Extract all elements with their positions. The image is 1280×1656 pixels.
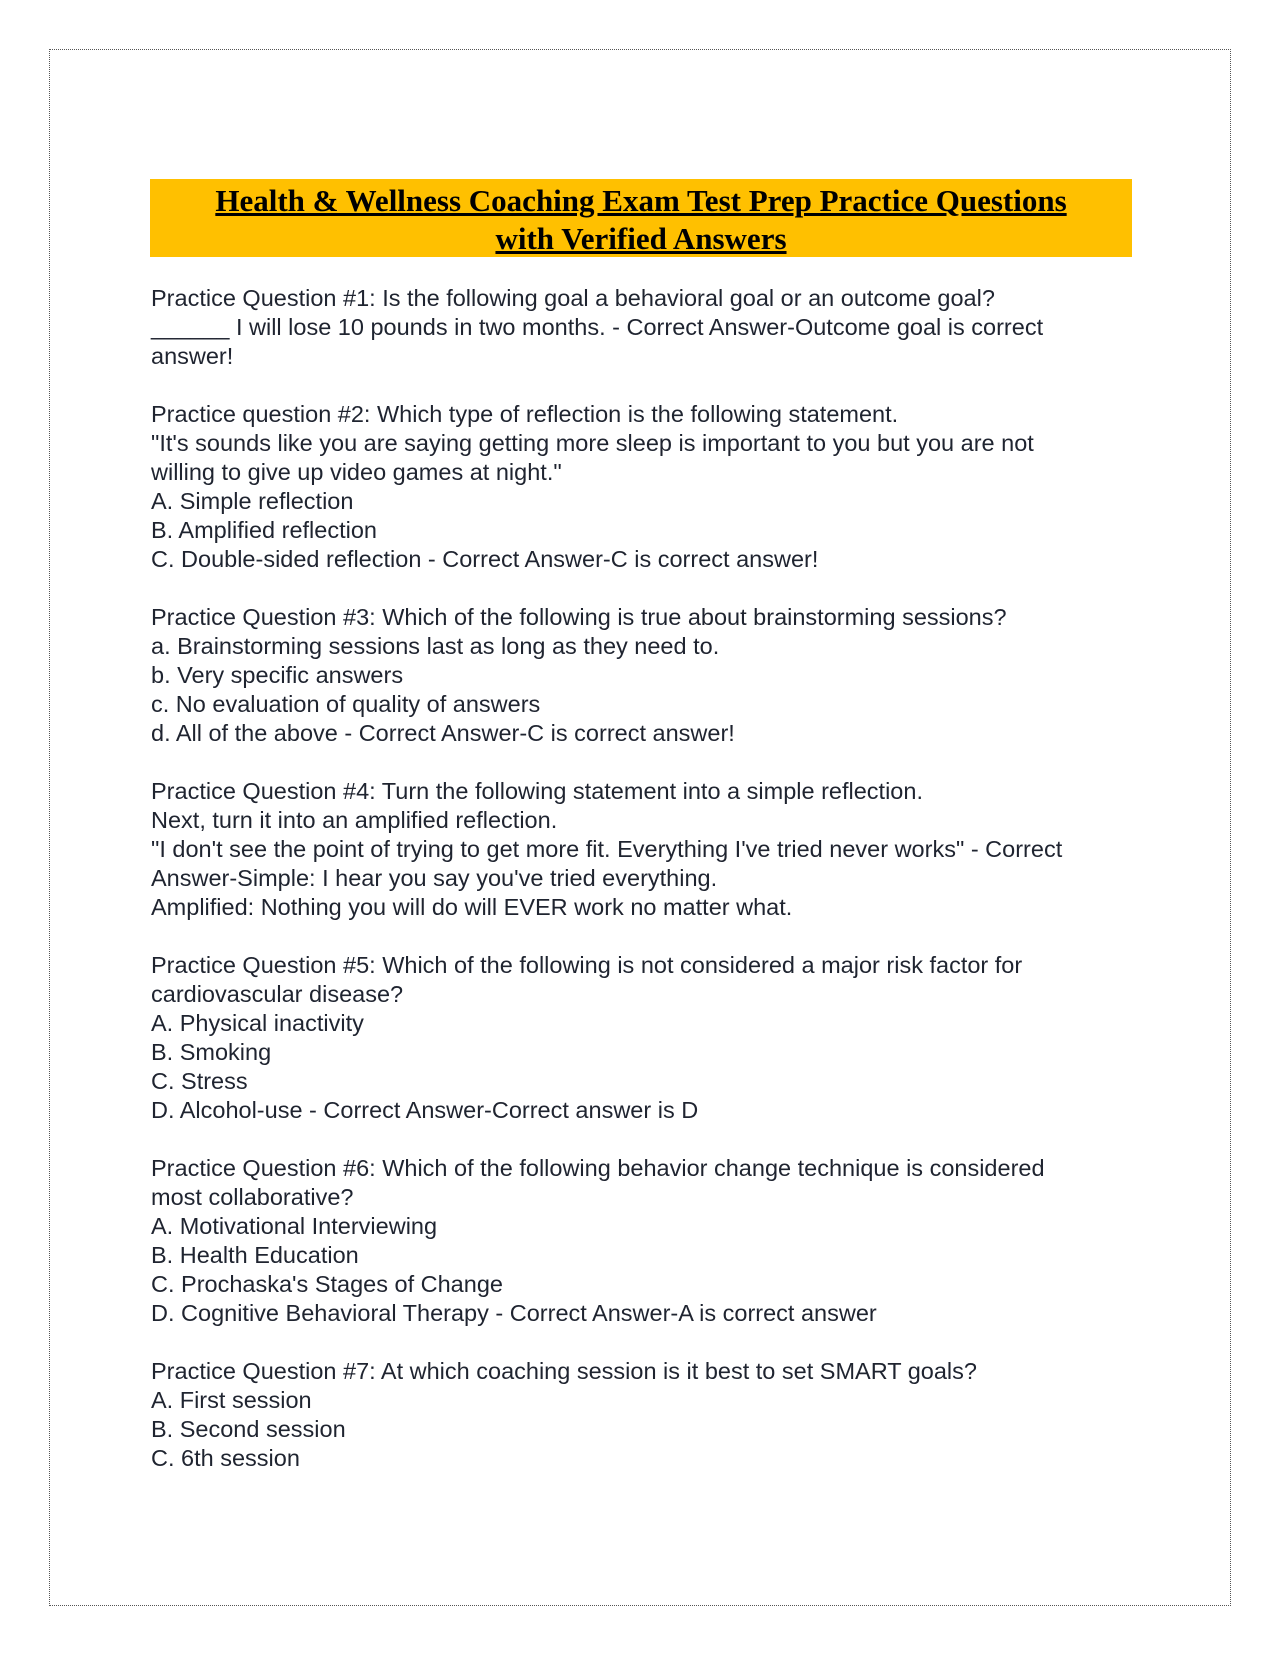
answer-option: C. Double-sided reflection - Correct Answer-C is correct answer! (151, 546, 819, 572)
question-line: Practice Question #7: At which coaching session is it best to set SMART goals? (151, 1358, 977, 1384)
question-line: Practice Question #3: Which of the following is true about brainstorming sessions? (151, 604, 1007, 630)
question-4 (151, 777, 1141, 922)
question-line: "It's sounds like you are saying getting more sleep is important to you but you are not (151, 430, 1034, 456)
question-line: answer! (151, 343, 234, 369)
question-line: willing to give up video games at night." (151, 459, 562, 485)
question-line: Practice Question #5: Which of the following is not considered a major risk factor for (151, 952, 1023, 978)
question-line: Practice Question #1: Is the following goal a behavioral goal or an outcome goal? (151, 285, 995, 311)
question-line: cardiovascular disease? (151, 981, 404, 1007)
title-line-2: with Verified Answers (495, 221, 787, 256)
question-6 (151, 1154, 1141, 1328)
answer-option: D. Cognitive Behavioral Therapy - Correct Answer-A is correct answer (151, 1300, 877, 1326)
answer-option: b. Very specific answers (151, 662, 404, 688)
answer-option: C. Prochaska's Stages of Change (151, 1271, 503, 1297)
questions-content (151, 284, 1141, 1502)
answer-option: B. Second session (151, 1416, 346, 1442)
question-line: "I don't see the point of trying to get more fit. Everything I've tried never works" - Correct (151, 836, 1063, 862)
answer-option: a. Brainstorming sessions last as long as they need to. (151, 633, 720, 659)
question-line: Practice Question #4: Turn the following statement into a simple reflection. (151, 778, 923, 804)
question-3 (151, 603, 1141, 748)
answer-option: B. Amplified reflection (151, 517, 377, 543)
answer-option: C. Stress (151, 1068, 248, 1094)
answer-option: A. Physical inactivity (151, 1010, 364, 1036)
title-banner (150, 179, 1132, 257)
answer-line: Answer-Simple: I hear you say you've tried everything. (151, 865, 718, 891)
question-5 (151, 951, 1141, 1125)
answer-option: A. Simple reflection (151, 488, 354, 514)
question-line: ______ I will lose 10 pounds in two months. - Correct Answer-Outcome goal is correct (151, 314, 1044, 340)
answer-option: A. First session (151, 1387, 312, 1413)
answer-option: c. No evaluation of quality of answers (151, 691, 541, 717)
answer-option: A. Motivational Interviewing (151, 1213, 438, 1239)
question-line: Practice Question #6: Which of the following behavior change technique is considered (151, 1155, 1045, 1181)
question-line: Next, turn it into an amplified reflection. (151, 807, 558, 833)
question-1 (151, 284, 1141, 371)
question-line: most collaborative? (151, 1184, 354, 1210)
answer-option: d. All of the above - Correct Answer-C is correct answer! (151, 720, 735, 746)
answer-line: Amplified: Nothing you will do will EVER work no matter what. (151, 894, 793, 920)
question-2 (151, 400, 1141, 574)
answer-option: D. Alcohol-use - Correct Answer-Correct answer is D (151, 1097, 699, 1123)
question-line: Practice question #2: Which type of reflection is the following statement. (151, 401, 899, 427)
answer-option: B. Smoking (151, 1039, 272, 1065)
question-7 (151, 1357, 1141, 1473)
answer-option: C. 6th session (151, 1445, 300, 1471)
answer-option: B. Health Education (151, 1242, 359, 1268)
title-line-1: Health & Wellness Coaching Exam Test Prep Practice Questions (215, 183, 1067, 218)
